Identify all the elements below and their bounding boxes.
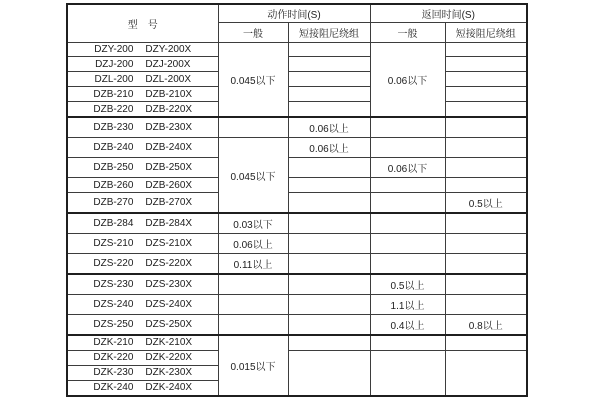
action-general-cell: 0.11以上 <box>218 253 288 274</box>
return-general-cell <box>370 253 445 274</box>
action-damped-cell <box>288 72 370 87</box>
action-damped-cell: 0.06以上 <box>288 117 370 138</box>
action-damped-cell <box>288 274 370 295</box>
action-damped-cell <box>288 294 370 314</box>
model-base-label: DZB-210 <box>93 88 134 100</box>
return-general-cell <box>370 138 445 158</box>
table-row <box>67 42 527 57</box>
model-base-label: DZB-240 <box>93 142 134 154</box>
return-damped-cell <box>445 158 527 178</box>
table-row <box>67 314 527 335</box>
table-row <box>67 335 527 351</box>
model-x-variant-label: DZB-284X <box>145 218 193 229</box>
return-damped-cell <box>445 234 527 254</box>
return-damped-cell <box>445 335 527 351</box>
action-damped-cell <box>288 87 370 102</box>
model-cell <box>67 87 218 102</box>
model-base-label: DZS-250 <box>93 318 134 330</box>
table-row <box>67 192 527 213</box>
action-damped-cell <box>288 57 370 72</box>
return-damped-cell <box>445 294 527 314</box>
action-damped-cell <box>288 335 370 351</box>
model-cell <box>67 213 218 234</box>
model-x-variant-label: DZS-240X <box>145 298 193 310</box>
model-base-label: DZB-284 <box>93 218 134 229</box>
action-general-cell: 0.045以下 <box>218 42 288 117</box>
model-base-label: DZS-220 <box>93 257 134 269</box>
model-x-variant-label: DZK-210X <box>145 337 193 349</box>
return-damped-cell <box>445 350 527 396</box>
model-x-variant-label: DZB-220X <box>145 103 193 115</box>
action-damped-cell: 0.06以上 <box>288 138 370 158</box>
model-x-variant-label: DZB-230X <box>145 122 193 134</box>
return-damped-cell <box>445 72 527 87</box>
return-general-cell: 1.1以上 <box>370 294 445 314</box>
model-cell <box>67 72 218 87</box>
return-general-cell <box>370 213 445 234</box>
model-x-variant-label: DZB-270X <box>145 196 193 208</box>
table-row <box>67 72 527 87</box>
spec-table-sheet <box>66 3 528 397</box>
action-damped-cell <box>288 42 370 57</box>
model-base-label: DZB-220 <box>93 103 134 115</box>
action-general-cell: 0.06以上 <box>218 234 288 254</box>
model-cell <box>67 335 218 351</box>
return-general-cell: 0.06以下 <box>370 42 445 117</box>
header-action-general: 一般 <box>218 22 288 42</box>
action-general-cell <box>218 117 288 138</box>
model-x-variant-label: DZJ-200X <box>145 58 191 70</box>
table-row <box>67 350 527 365</box>
header-model: 型 号 <box>67 4 218 42</box>
table-body <box>67 42 527 396</box>
action-general-cell: 0.045以下 <box>218 138 288 213</box>
model-base-label: DZB-260 <box>93 179 134 191</box>
return-general-cell <box>370 178 445 193</box>
action-damped-cell <box>288 234 370 254</box>
return-general-cell <box>370 117 445 138</box>
model-cell <box>67 192 218 213</box>
return-general-cell: 0.4以上 <box>370 314 445 335</box>
model-cell <box>67 234 218 254</box>
model-cell <box>67 365 218 380</box>
header-action-damped-winding: 短接阻尼绕组 <box>288 22 370 42</box>
return-damped-cell: 0.5以上 <box>445 192 527 213</box>
model-base-label: DZK-240 <box>93 382 134 394</box>
model-cell <box>67 102 218 118</box>
model-x-variant-label: DZK-230X <box>145 367 193 379</box>
model-cell <box>67 42 218 57</box>
table-row <box>67 138 527 158</box>
table-row <box>67 102 527 118</box>
return-damped-cell <box>445 57 527 72</box>
model-base-label: DZB-270 <box>93 196 134 208</box>
model-x-variant-label: DZB-240X <box>145 142 193 154</box>
header-return-damped-winding: 短接阻尼绕组 <box>445 22 527 42</box>
header-return-time: 返回时间(S) <box>370 4 527 22</box>
return-general-cell: 0.06以下 <box>370 158 445 178</box>
model-x-variant-label: DZS-210X <box>145 237 193 249</box>
model-base-label: DZL-200 <box>94 73 134 85</box>
return-damped-cell <box>445 274 527 295</box>
return-general-cell <box>370 234 445 254</box>
return-damped-cell <box>445 87 527 102</box>
return-damped-cell <box>445 178 527 193</box>
model-x-variant-label: DZS-230X <box>145 278 193 290</box>
return-damped-cell <box>445 42 527 57</box>
table-row <box>67 87 527 102</box>
model-x-variant-label: DZB-250X <box>145 162 193 174</box>
model-base-label: DZS-210 <box>93 237 134 249</box>
table-row <box>67 57 527 72</box>
return-damped-cell <box>445 213 527 234</box>
return-damped-cell <box>445 253 527 274</box>
action-general-cell: 0.03以下 <box>218 213 288 234</box>
model-base-label: DZB-230 <box>93 122 134 134</box>
header-action-time: 动作时间(S) <box>218 4 370 22</box>
action-general-cell <box>218 314 288 335</box>
action-damped-cell <box>288 253 370 274</box>
action-general-cell <box>218 294 288 314</box>
model-base-label: DZK-220 <box>93 352 134 364</box>
header-return-general: 一般 <box>370 22 445 42</box>
model-x-variant-label: DZB-210X <box>145 88 193 100</box>
table-row <box>67 213 527 234</box>
action-damped-cell <box>288 213 370 234</box>
model-base-label: DZY-200 <box>94 43 134 55</box>
table-row <box>67 178 527 193</box>
model-base-label: DZS-230 <box>93 278 134 290</box>
model-cell <box>67 158 218 178</box>
action-damped-cell <box>288 350 370 396</box>
model-base-label: DZJ-200 <box>95 58 134 70</box>
table-row <box>67 274 527 295</box>
model-base-label: DZS-240 <box>93 298 134 310</box>
model-base-label: DZK-230 <box>93 367 134 379</box>
return-damped-cell <box>445 102 527 118</box>
action-general-cell: 0.015以下 <box>218 335 288 396</box>
model-x-variant-label: DZK-220X <box>145 352 193 364</box>
action-damped-cell <box>288 158 370 178</box>
model-cell <box>67 274 218 295</box>
model-cell <box>67 138 218 158</box>
return-damped-cell <box>445 117 527 138</box>
return-damped-cell <box>445 138 527 158</box>
table-row <box>67 294 527 314</box>
table-row <box>67 158 527 178</box>
return-general-cell <box>370 350 445 396</box>
action-general-cell <box>218 274 288 295</box>
return-general-cell <box>370 335 445 351</box>
action-damped-cell <box>288 192 370 213</box>
model-cell <box>67 350 218 365</box>
model-x-variant-label: DZS-220X <box>145 257 193 269</box>
model-cell <box>67 178 218 193</box>
model-base-label: DZB-250 <box>93 162 134 174</box>
model-cell <box>67 380 218 396</box>
action-damped-cell <box>288 314 370 335</box>
table-row <box>67 117 527 138</box>
action-damped-cell <box>288 178 370 193</box>
return-damped-cell: 0.8以上 <box>445 314 527 335</box>
model-x-variant-label: DZY-200X <box>145 43 192 55</box>
relay-timing-table <box>66 3 528 397</box>
model-cell <box>67 314 218 335</box>
model-x-variant-label: DZL-200X <box>145 73 191 85</box>
model-x-variant-label: DZK-240X <box>145 382 193 394</box>
table-row <box>67 234 527 254</box>
model-cell <box>67 253 218 274</box>
model-cell <box>67 117 218 138</box>
model-cell <box>67 57 218 72</box>
model-cell <box>67 294 218 314</box>
model-base-label: DZK-210 <box>93 337 134 349</box>
table-row <box>67 253 527 274</box>
model-x-variant-label: DZS-250X <box>145 318 193 330</box>
return-general-cell: 0.5以上 <box>370 274 445 295</box>
table-header <box>67 4 527 42</box>
return-general-cell <box>370 192 445 213</box>
action-damped-cell <box>288 102 370 118</box>
model-x-variant-label: DZB-260X <box>145 179 193 191</box>
